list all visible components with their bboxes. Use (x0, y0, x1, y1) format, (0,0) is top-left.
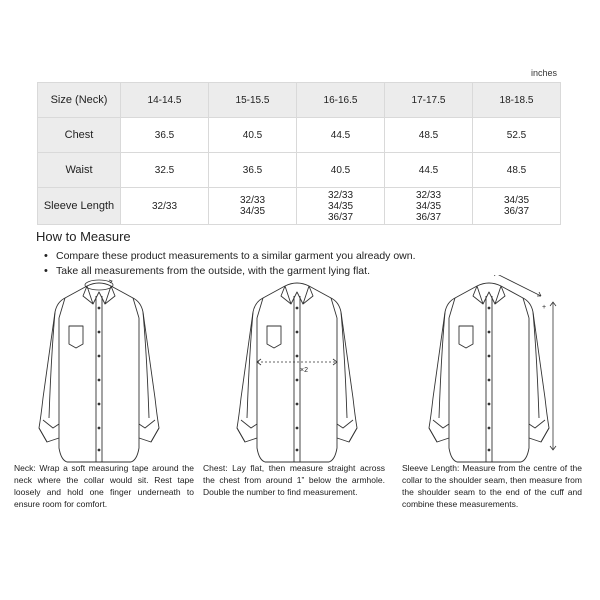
table-row (38, 153, 561, 188)
list-item (44, 249, 416, 264)
units-label: inches (531, 68, 558, 78)
table-cell: 32/33 34/35 36/37 (385, 188, 473, 225)
row-label-waist: Waist (38, 153, 121, 188)
instruction-text: Take all measurements from the outside, with the garment lying flat. (56, 265, 370, 277)
table-cell: 36.5 (121, 118, 209, 153)
table-cell: 36.5 (209, 153, 297, 188)
sleeve-plus-label: + (542, 304, 547, 311)
table-cell: 48.5 (473, 153, 561, 188)
table-row (38, 188, 561, 225)
row-label-sleeve-length: Sleeve Length (38, 188, 121, 225)
table-cell: 32/33 (121, 188, 209, 225)
chest-multiplier-label: ×2 (300, 367, 308, 374)
table-cell: 44.5 (297, 118, 385, 153)
table-cell: 40.5 (297, 153, 385, 188)
table-header-cell: 17-17.5 (385, 83, 473, 118)
table-header-cell: 18-18.5 (473, 83, 561, 118)
sleeve-shirt-illustration (429, 275, 556, 462)
row-label-chest: Chest (38, 118, 121, 153)
table-cell: 44.5 (385, 153, 473, 188)
chest-shirt-illustration (237, 283, 357, 462)
chest-description: Chest: Lay flat, then measure straight across the chest from around 1” below the armhole. Double the number to find measurement. (203, 463, 385, 497)
bullet-icon: • (44, 250, 48, 262)
neck-description: Neck: Wrap a soft measuring tape around the neck where the collar would sit. Rest tape loosely and hold one finger underneath to ensure room for comfort. (14, 463, 194, 509)
table-cell: 32.5 (121, 153, 209, 188)
table-cell: 32/33 34/35 (209, 188, 297, 225)
instruction-text: Compare these product measurements to a similar garment you already own. (56, 250, 416, 262)
shirt-illustrations (0, 275, 600, 465)
table-header-label: Size (Neck) (38, 83, 121, 118)
table-row (38, 118, 561, 153)
size-chart-table (37, 82, 561, 225)
bullet-icon: • (44, 265, 48, 277)
table-header-cell: 15-15.5 (209, 83, 297, 118)
table-cell: 32/33 34/35 36/37 (297, 188, 385, 225)
table-cell: 34/35 36/37 (473, 188, 561, 225)
how-to-measure-title: How to Measure (36, 229, 131, 244)
table-cell: 52.5 (473, 118, 561, 153)
sleeve-description: Sleeve Length: Measure from the centre of the collar to the shoulder seam, then measure from the shoulder seam to the end of the cuff and combine these measurements. (402, 463, 582, 509)
table-cell: 48.5 (385, 118, 473, 153)
table-cell: 40.5 (209, 118, 297, 153)
table-header-cell: 14-14.5 (121, 83, 209, 118)
table-header-cell: 16-16.5 (297, 83, 385, 118)
neck-shirt-illustration (39, 280, 159, 462)
table-header-row (38, 83, 561, 118)
